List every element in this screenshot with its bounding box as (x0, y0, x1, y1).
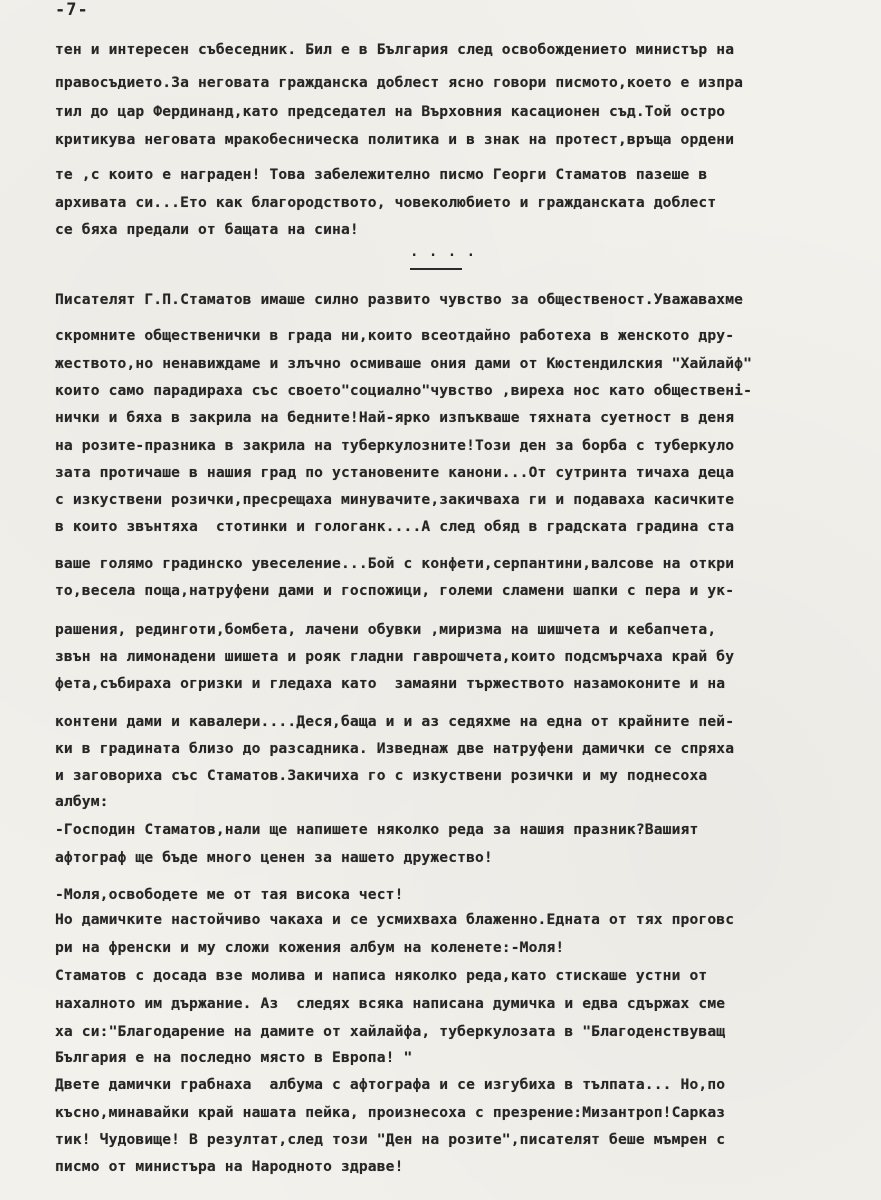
text-line: архивата си...Ето как благородството, човеколюбието и гражданската доблест (55, 194, 717, 211)
text-line: и заговориха със Стаматов.Закичиха го с изкуствени розички и му поднесоха (55, 767, 708, 784)
text-line: то,весела поща,натруфени дами и госпожици, големи сламени шапки с пера и ук- (55, 582, 735, 599)
separator-rule (410, 268, 462, 270)
text-line: ха си:"Благодарение на дамите от хайлайфа, туберкулозата в "Благоденствуващ (55, 1023, 726, 1040)
text-line: ки в градината близо до разсадника. Изведнаж две натруфени дамички се спряха (55, 740, 735, 757)
text-line: с изкуствени розички,пресрещаха минувачите,закичваха ги и подаваха касичките (55, 491, 735, 508)
text-line: зата протичаше в нашия град по установените канони...От сутринта тичаха деца (55, 464, 735, 481)
text-line: тик! Чудовище! В резултат,след този "Ден на розите",писателят беше мъмрен с (55, 1131, 726, 1148)
text-line: звън на лимонадени шишета и рояк гладни гаврошчета,които подсмърчаха край бу (55, 648, 735, 665)
text-line: контени дами и кавалери....Деся,баща и и аз седяхме на една от крайните пей- (55, 713, 735, 730)
text-line: тен и интересен събеседник. Бил е в България след освобождението министър на (55, 41, 735, 58)
text-line: скромните общественички в града ни,които всеотдайно работеха в женското дру- (55, 327, 735, 344)
text-line: в които звънтяха стотинки и гологанк....А след обяд в градската градина ста (55, 518, 735, 535)
text-line: Писателят Г.П.Стаматов имаше силно развито чувство за общественост.Уважавахме (55, 291, 744, 308)
text-line: фета,събираха огризки и гледаха като замаяни тържеството назамоконите и на (55, 675, 726, 692)
text-line: жеството,но ненавиждаме и злъчно осмиваше ония дами от Кюстендилския "Хайлайф" (55, 355, 753, 372)
text-line: България е на последно място в Европа! " (55, 1049, 413, 1066)
text-line: писмо от министъра на Народното здраве! (55, 1158, 404, 1175)
text-line: нички и бяха в закрила на бедните!Най-ярко изпъкваше тяхната суетност в деня (55, 409, 735, 426)
text-line: правосъдието.За неговата гражданска доблест ясно говори писмото,което е изпра (55, 74, 744, 91)
text-line: -Господин Стаматов,нали ще напишете няколко реда за нашия празник?Вашият (55, 821, 699, 838)
text-line: късно,минавайки край нашата пейка, произнесоха с презрение:Мизантроп!Сарказ (55, 1104, 726, 1121)
text-line: албум: (55, 793, 109, 810)
text-line: ри на френски и му сложи кожения албум на коленете:-Моля! (55, 939, 565, 956)
text-line: афтограф ще бъде много ценен за нашето дружество! (55, 849, 493, 866)
text-line: рашения, рединготи,бомбета, лачени обувки ,миризма на шишчета и кебапчета, (55, 621, 717, 638)
text-line: Двете дамички грабнаха албума с афтографа и се изгубиха в тълпата... Но,по (55, 1076, 726, 1093)
section-separator: . . . . (410, 244, 477, 260)
text-line: тил до цар Фердинанд,като председател на Върховния касационен съд.Той остро (55, 103, 726, 120)
text-line: на розите-празника в закрила на туберкулозните!Този ден за борба с туберкуло (55, 437, 735, 454)
text-line: критикува неговата мракобесническа политика и в знак на протест,връща ордени (55, 131, 735, 148)
text-line: нахалното им държание. Аз следях всяка написана думичка и едва сдържах сме (55, 995, 726, 1012)
text-line: които само парадираха със своето"социално"чувство ,виреха нос като общественi- (55, 382, 753, 399)
text-line: Стаматов с досада взе молива и написа няколко реда,като стискаше устни от (55, 967, 708, 984)
text-line: Но дамичките настойчиво чакаха и се усмихваха блаженно.Едната от тях проговс (55, 911, 735, 928)
text-line: ваше голямо градинско увеселение...Бой с конфети,серпантини,валсове на откри (55, 555, 735, 572)
page-number: -7- (55, 0, 89, 20)
text-line: те ,с които е награден! Това забележително писмо Георги Стаматов пазеше в (55, 166, 708, 183)
text-line: -Моля,освободете ме от тая висока чест! (55, 886, 404, 903)
text-line: се бяха предали от бащата на сина! (55, 221, 359, 238)
